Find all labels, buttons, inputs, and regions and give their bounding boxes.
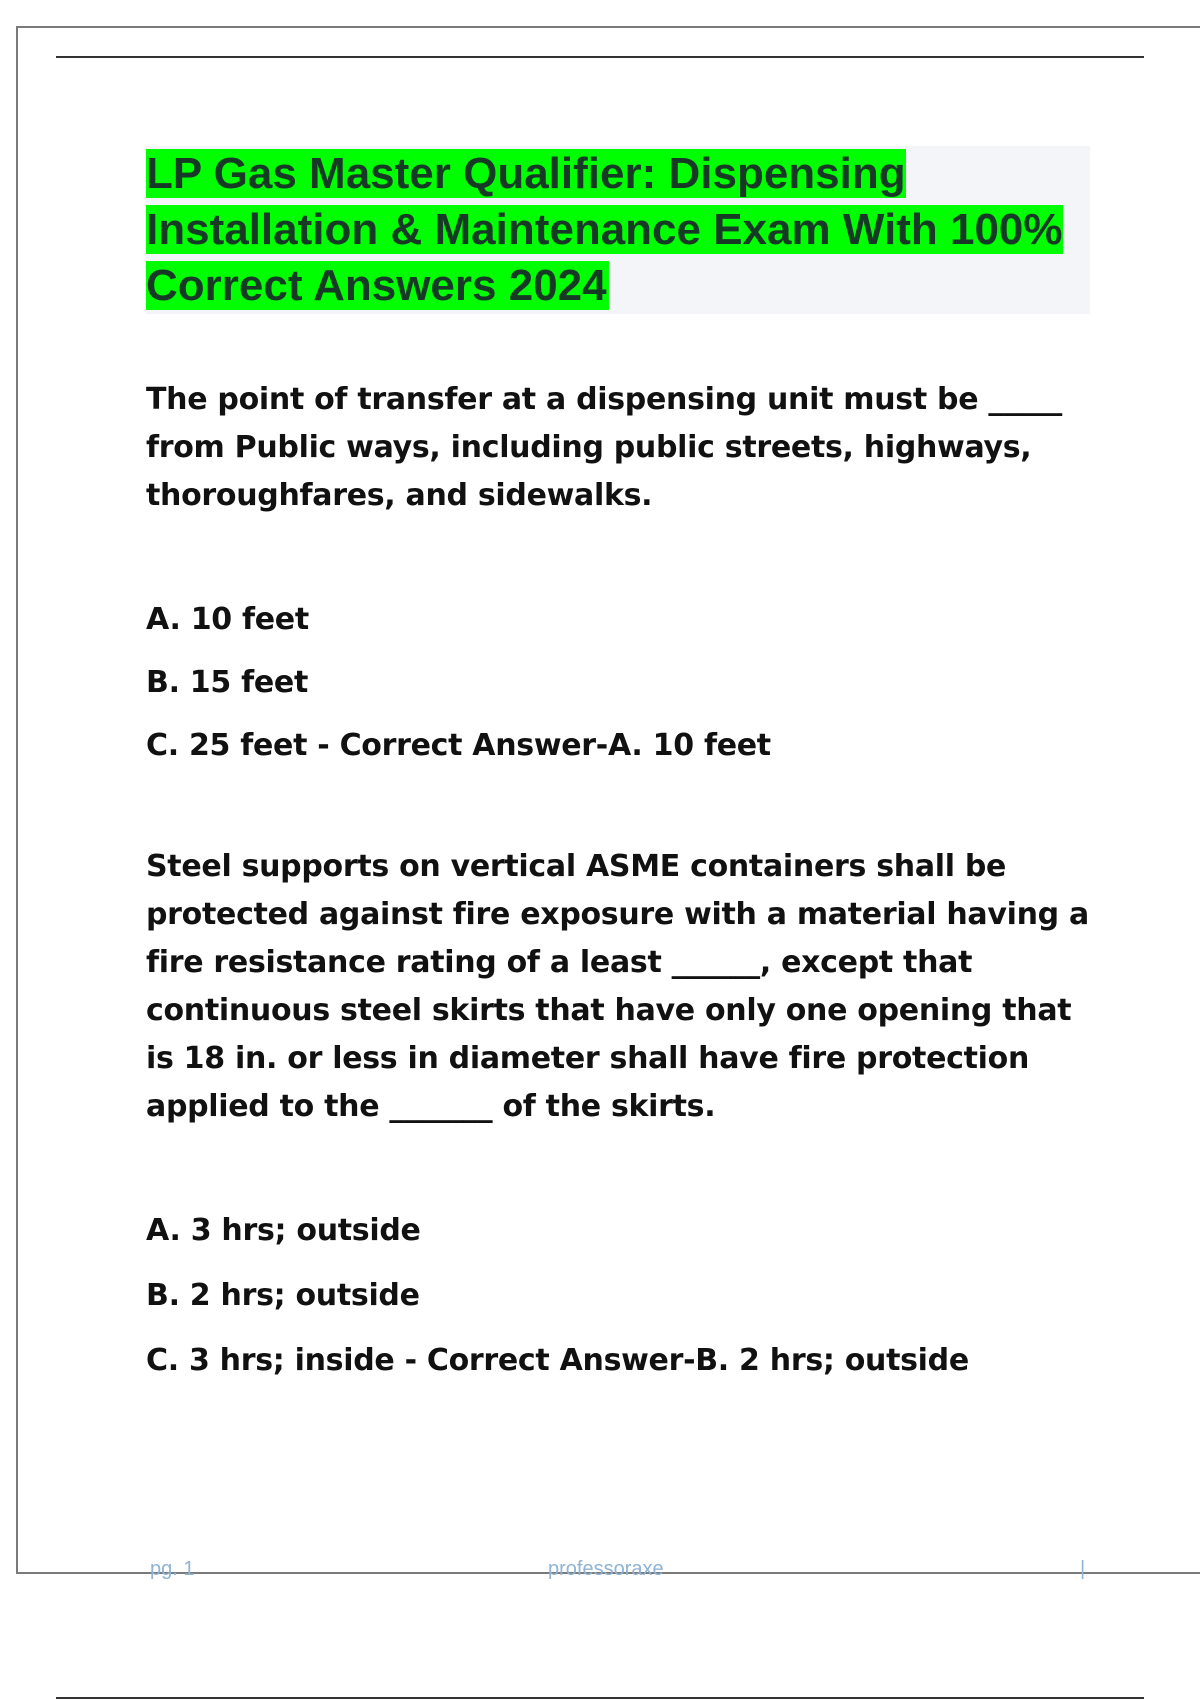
document-title bbox=[146, 146, 1090, 314]
question-1-option-c: C. 25 feet - Correct Answer-A. 10 feet bbox=[146, 728, 771, 763]
question-2-options bbox=[146, 1213, 1096, 1379]
question-1-text: The point of transfer at a dispensing unit must be _____ from Public ways, including public streets, highways, thoroughfares, and sidewalks. bbox=[146, 382, 1062, 513]
page-frame-left bbox=[16, 26, 18, 1574]
page-frame-top bbox=[16, 26, 1200, 28]
question-2-text: Steel supports on vertical ASME containers shall be protected against fire exposure with a material having a fire resistance rating of a least ______, except that continuous steel skirts that have only one opening that is 18 in. or less in diameter shall have fire protection applied to the _______ of the skirts. bbox=[146, 849, 1089, 1124]
title-highlight: LP Gas Master Qualifier: Dispensing Installation & Maintenance Exam With 100% Correct Answers 2024 bbox=[146, 149, 1063, 310]
footer-page-number: pg. 1 bbox=[150, 1558, 195, 1580]
header-rule bbox=[56, 56, 1144, 58]
next-page-header-rule bbox=[56, 1697, 1144, 1699]
document-content bbox=[146, 376, 1096, 1408]
question-2-option-c: C. 3 hrs; inside - Correct Answer-B. 2 hrs; outside bbox=[146, 1343, 969, 1378]
footer-author: professoraxe bbox=[548, 1558, 664, 1580]
question-1-option-b: B. 15 feet bbox=[146, 665, 308, 700]
question-2-option-a: A. 3 hrs; outside bbox=[146, 1213, 421, 1248]
question-1-options bbox=[146, 602, 1096, 764]
title-box bbox=[146, 146, 1090, 314]
question-2-option-b: B. 2 hrs; outside bbox=[146, 1278, 420, 1313]
footer-separator: | bbox=[1080, 1558, 1086, 1580]
question-1-option-a: A. 10 feet bbox=[146, 602, 309, 637]
